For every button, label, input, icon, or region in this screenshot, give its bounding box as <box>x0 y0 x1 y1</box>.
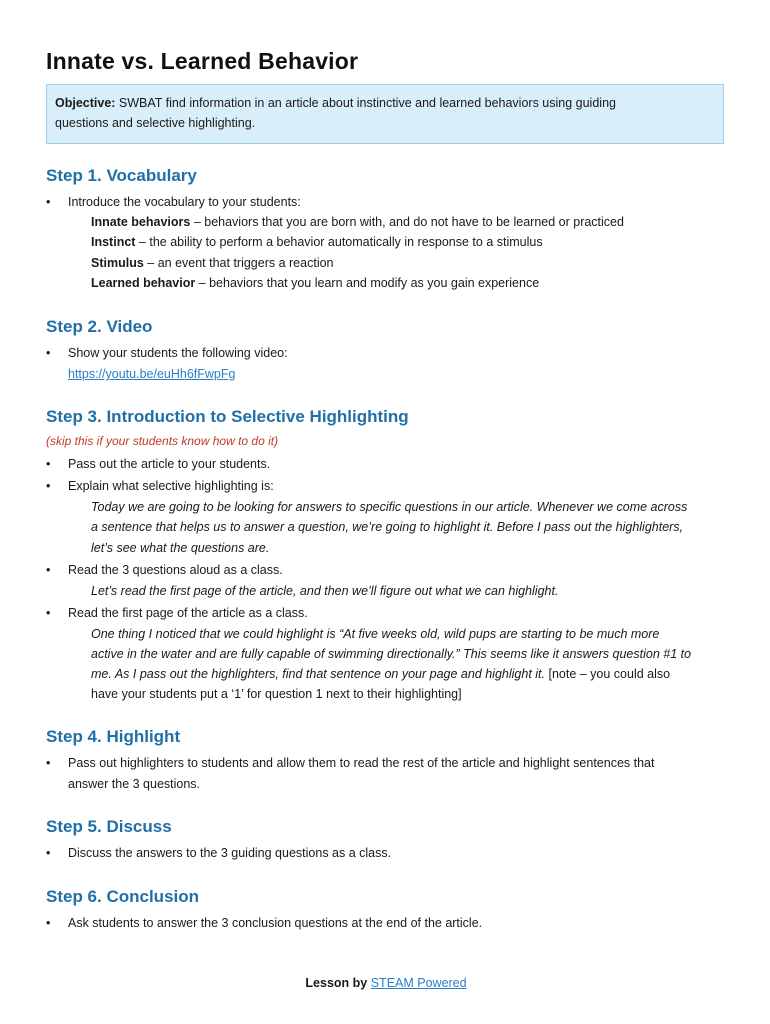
vocab-term-row: Stimulus – an event that triggers a reaction <box>91 256 334 270</box>
bullet-icon: • <box>46 479 51 493</box>
bullet-icon: • <box>46 457 51 471</box>
footer-label: Lesson by <box>305 976 368 990</box>
script-note-line: have your students put a ‘1’ for question 1 next to their highlighting] <box>91 687 462 701</box>
bullet-icon: • <box>46 846 51 860</box>
step3-bullet-3: Read the 3 questions aloud as a class. <box>68 563 283 577</box>
script-line: Let’s read the first page of the article, and then we’ll figure out what we can highlight. <box>91 584 559 598</box>
step4-bullet-cont: answer the 3 questions. <box>68 777 201 791</box>
step3-bullet-4: Read the first page of the article as a class. <box>68 606 308 620</box>
step1-bullet: Introduce the vocabulary to your students: <box>68 195 301 209</box>
script-line: let’s see what the questions are. <box>91 541 270 555</box>
step2-bullet: Show your students the following video: <box>68 346 288 360</box>
step3-bullet-2: Explain what selective highlighting is: <box>68 479 274 493</box>
step5-bullet: Discuss the answers to the 3 guiding questions as a class. <box>68 846 392 860</box>
step3-heading: Step 3. Introduction to Selective Highlighting <box>46 407 409 426</box>
objective-line-1: Objective: SWBAT find information in an article about instinctive and learned behaviors using guiding <box>55 96 616 110</box>
script-line: Today we are going to be looking for answers to specific questions in our article. Whenever we come across <box>91 500 688 514</box>
script-line: me. As I pass out the highlighters, find that sentence on your page and highlight it. [note – you could also <box>91 667 671 681</box>
bullet-icon: • <box>46 916 51 930</box>
bullet-icon: • <box>46 346 51 360</box>
bullet-icon: • <box>46 606 51 620</box>
script-line: One thing I noticed that we could highlight is “At five weeks old, wild pups are starting to be much more <box>91 627 660 641</box>
script-line: a sentence that helps us to answer a question, we’re going to highlight it. Before I pass out the highlighters, <box>91 520 684 534</box>
step3-bullet-1: Pass out the article to your students. <box>68 457 271 471</box>
bullet-icon: • <box>46 195 51 209</box>
objective-label: Objective: <box>55 96 116 110</box>
steam-powered-link[interactable]: STEAM Powered <box>370 976 467 990</box>
bullet-icon: • <box>46 563 51 577</box>
step4-bullet: Pass out highlighters to students and allow them to read the rest of the article and highlight sentences that <box>68 756 655 770</box>
objective-line-2: questions and selective highlighting. <box>55 116 256 130</box>
vocab-term-row: Learned behavior – behaviors that you learn and modify as you gain experience <box>91 276 540 290</box>
page-title: Innate vs. Learned Behavior <box>46 48 359 74</box>
script-line: active in the water and are fully capable of swimming directionally.” This seems like it answers question #1 to <box>91 647 692 661</box>
step6-bullet: Ask students to answer the 3 conclusion questions at the end of the article. <box>68 916 483 930</box>
step2-heading: Step 2. Video <box>46 317 153 336</box>
footer-credit <box>46 976 726 990</box>
objective-box <box>46 84 724 144</box>
step1-heading: Step 1. Vocabulary <box>46 166 197 185</box>
bullet-icon: • <box>46 756 51 770</box>
step6-heading: Step 6. Conclusion <box>46 887 200 906</box>
vocab-term-row: Instinct – the ability to perform a behavior automatically in response to a stimulus <box>91 235 543 249</box>
vocab-term-row: Innate behaviors – behaviors that you are born with, and do not have to be learned or practiced <box>91 215 624 229</box>
step4-heading: Step 4. Highlight <box>46 727 181 746</box>
step5-heading: Step 5. Discuss <box>46 817 172 836</box>
video-link[interactable]: https://youtu.be/euHh6fFwpFg <box>68 367 236 381</box>
skip-note: (skip this if your students know how to do it) <box>46 434 279 448</box>
